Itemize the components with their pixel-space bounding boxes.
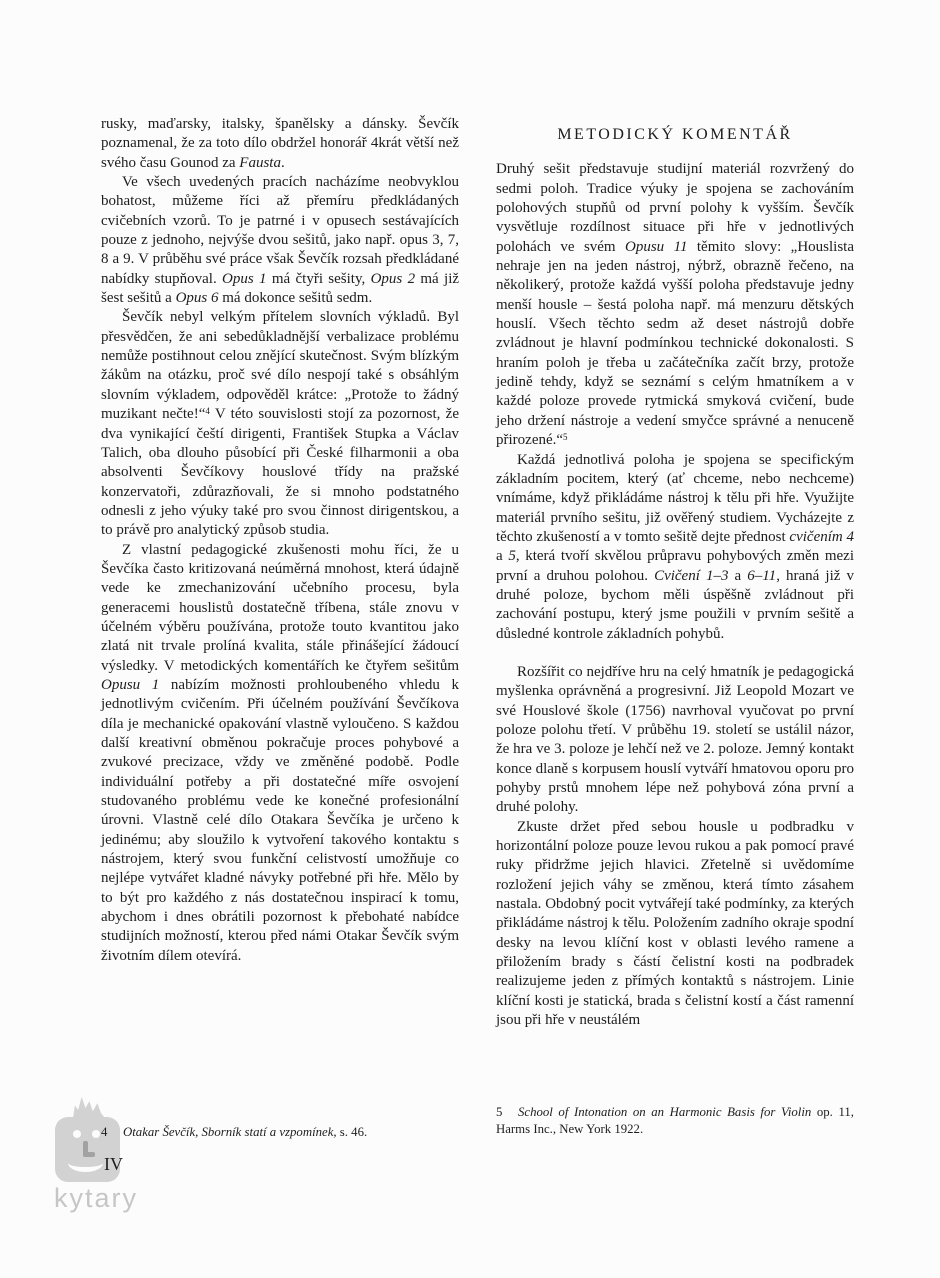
paragraph: Z vlastní pedagogické zkušenosti mohu říci, že u Ševčíka často kritizovaná neúměrná mnohost, která údajně vede ke zmechanizování učebního procesu, byla generacemi houslistů dostatečně tříbena, stále znovu v účelném výběru používána, protože touto kvantitou jako zlatá nit trvale prolíná kvalita, stále přinášející žádoucí výsledky. V metodických komentářích ke čtyřem sešitům Opusu 1 nabízím možnosti prohloubeného vhledu k jednotlivým cvičením. Při účelném používání Ševčíkova díla je mechanické opakování vlastně vyloučeno. S každou další kreativní obměnou pokračuje proces pohybové a zvukové precizace, vždy ve změněné podobě. Podle individuální potřeby a při dostatečné míře osvojení studovaného problému vede ke konečné profesionální úrovni. Vlastně celé dílo Otakara Ševčíka je určeno k jedinému; aby sloužilo k vytvoření takového kontaktu s nástrojem, který svou funkční celistvostí umožňuje co nejlépe vytvářet kladné návyky potřebné při hře. Mělo by to být pro každého z nás dostatečnou inspirací k tomu, abychom i dnes obrátili pozornost k přebohaté nabídce studijních možností, kterou před námi Otakar Ševčík svým životním dílem otevírá. <box>101 541 460 964</box>
kytary-watermark <box>55 1096 235 1221</box>
logo-left-eye-icon <box>73 1130 81 1138</box>
paragraph: Rozšířit co nejdříve hru na celý hmatník je pedagogická myšlenka oprávněná a progresivní. Již Leopold Mozart ve své Houslové škole (1756) navrhoval vyučovat po první poloze polohu třetí. V průběhu 19. století se ustálil názor, že hra ve 3. poloze je lehčí než ve 2. poloze. Jemný kontakt konce dlaně s korpusem houslí vytváří hmatovou oporu pro pohyby prstů mnohem lépe než pohybová zóna první a druhé polohy. <box>496 663 854 816</box>
footnote-4-marker: 4 <box>101 1125 108 1139</box>
logo-smile-icon <box>68 1154 103 1172</box>
footnote-5-marker: 5 <box>496 1105 503 1119</box>
paragraph: Ve všech uvedených pracích nacházíme neobvyklou bohatost, můžeme říci až přemíru předkládaných cvičebních vzorů. To je patrné i v opusech sestávajících pouze z jednoho, nejvýše dvou sešitů, jako např. opus 3, 7, 8 a 9. V průběhu své práce však Ševčík rozsah předkládané nabídky stupňoval. Opus 1 má čtyři sešity, Opus 2 má již šest sešitů a Opus 6 má dokonce sešitů sedm. <box>101 174 460 307</box>
logo-right-eye-icon <box>92 1130 100 1138</box>
paragraph: Ševčík nebyl velkým přítelem slovních výkladů. Byl přesvědčen, že ani sebedůkladnější verbalizace problému nemůže postihnout celou znějící skutečnost. Svým blízkým žákům na otázku, proč své dílo nespojí také s obsáhlým slovním výkladem, odpověděl krátce: „Protože to žádný muzikant nečte!“$^4$ V této souvislosti stojí za pozornost, že dva vynikající čeští dirigenti, František Stupka a Václav Talich, oba dlouho působící při České filharmonii a oba absolventi Ševčíkovy houslové třídy na pražské konzervatoři, zdůrazňovali, že si mnoho podstatného odnesli z jeho výuky také pro svou činnost dirigentskou, a to právě pro analytický způsob studia. <box>101 309 459 539</box>
paragraph: rusky, maďarsky, italsky, španělsky a dánsky. Ševčík poznamenal, že za toto dílo obdržel honorář 4krát větší než svého času Gounod za Fausta. <box>101 116 459 171</box>
paragraph: Druhý sešit představuje studijní materiál rozvržený do sedmi poloh. Tradice výuky je spojena se zachováním polohových stupňů od první polohy k vyšším. Ševčík vysvětluje rozdílnost situace při hře v jednotlivých polohách ve svém Opusu 11 těmito slovy: „Houslista nehraje jen na jeden nástroj, nýbrž, obrazně řečeno, na několikerý, protože každá vyšší poloha představuje jedny menší housle – šestá poloha např. má menzuru dětských houslí. Všech těchto sedm až deset nástrojů dobře zvládnout je hlavní podmínkou technické dokonalosti. S hraním poloh je třeba u začátečníka začít brzy, protože jedině tehdy, když se seznámí s celým hmatníkem a v každé poloze provede rytmická smyková cvičení, bude jeho držení nástroje a vedení smyčce správné a nenuceně přirozené.“$^5$ <box>496 161 855 449</box>
right-column-body <box>496 160 854 1030</box>
footnote-4-text: Otakar Ševčík, Sborník statí a vzpomínek, s. 46. <box>123 1125 368 1139</box>
paragraph: Každá jednotlivá poloha je spojena se specifickým základním pocitem, který (ať chceme, nebo nechceme) vnímáme, když přikládáme nástroj k tělu při hře. Využijte materiál prvního sešitu, již ověřený studiem. Vycházejte z těchto zkušeností a v tomto sešitě dejte přednost cvičením 4 a 5, která tvoří skvělou průpravu pohybových změn mezi první a druhou polohou. Cvičení 1–3 a 6–11, hraná již v druhé poloze, bychom měli úspěšně zvládnout při zachování postupu, který jsme použili v prvním sešitě a důsledné kontrole základních pohybů. <box>496 451 854 642</box>
footnote-4 <box>101 1124 459 1141</box>
section-heading: METODICKÝ KOMENTÁŘ <box>557 126 793 143</box>
kytary-logo-hair-icon <box>73 1097 105 1118</box>
right-text-column <box>496 115 854 1030</box>
paragraph: Zkuste držet před sebou housle u podbradku v horizontální poloze pouze levou rukou a pak pomocí pravé ruky přidržme jejich hlavici. Zřetelně si uvědomíme rozložení jejich váhy se změnou, která tímto zásahem nastala. Obdobný pocit vytvářejí také podmínky, za kterých přikládáme nástroj k tělu. Položením zadního okraje spodní desky na levou klíční kost v oblasti levého ramene a přiložením brady s částí čelistní kosti na podbradek realizujeme jeden z přímých kontaktů s nástrojem. Linie klíční kosti je statická, brada s čelistní kostí a část ramenní jsou při hře v neustálém <box>496 818 854 1029</box>
footnote-5 <box>496 1104 854 1138</box>
footnote-5-text: School of Intonation on an Harmonic Basis for Violin op. 11, Harms Inc., New York 1922. <box>496 1105 854 1136</box>
page-number: IV <box>104 1154 123 1174</box>
kytary-wordmark: kytary <box>54 1183 139 1213</box>
left-text-column <box>101 115 459 966</box>
